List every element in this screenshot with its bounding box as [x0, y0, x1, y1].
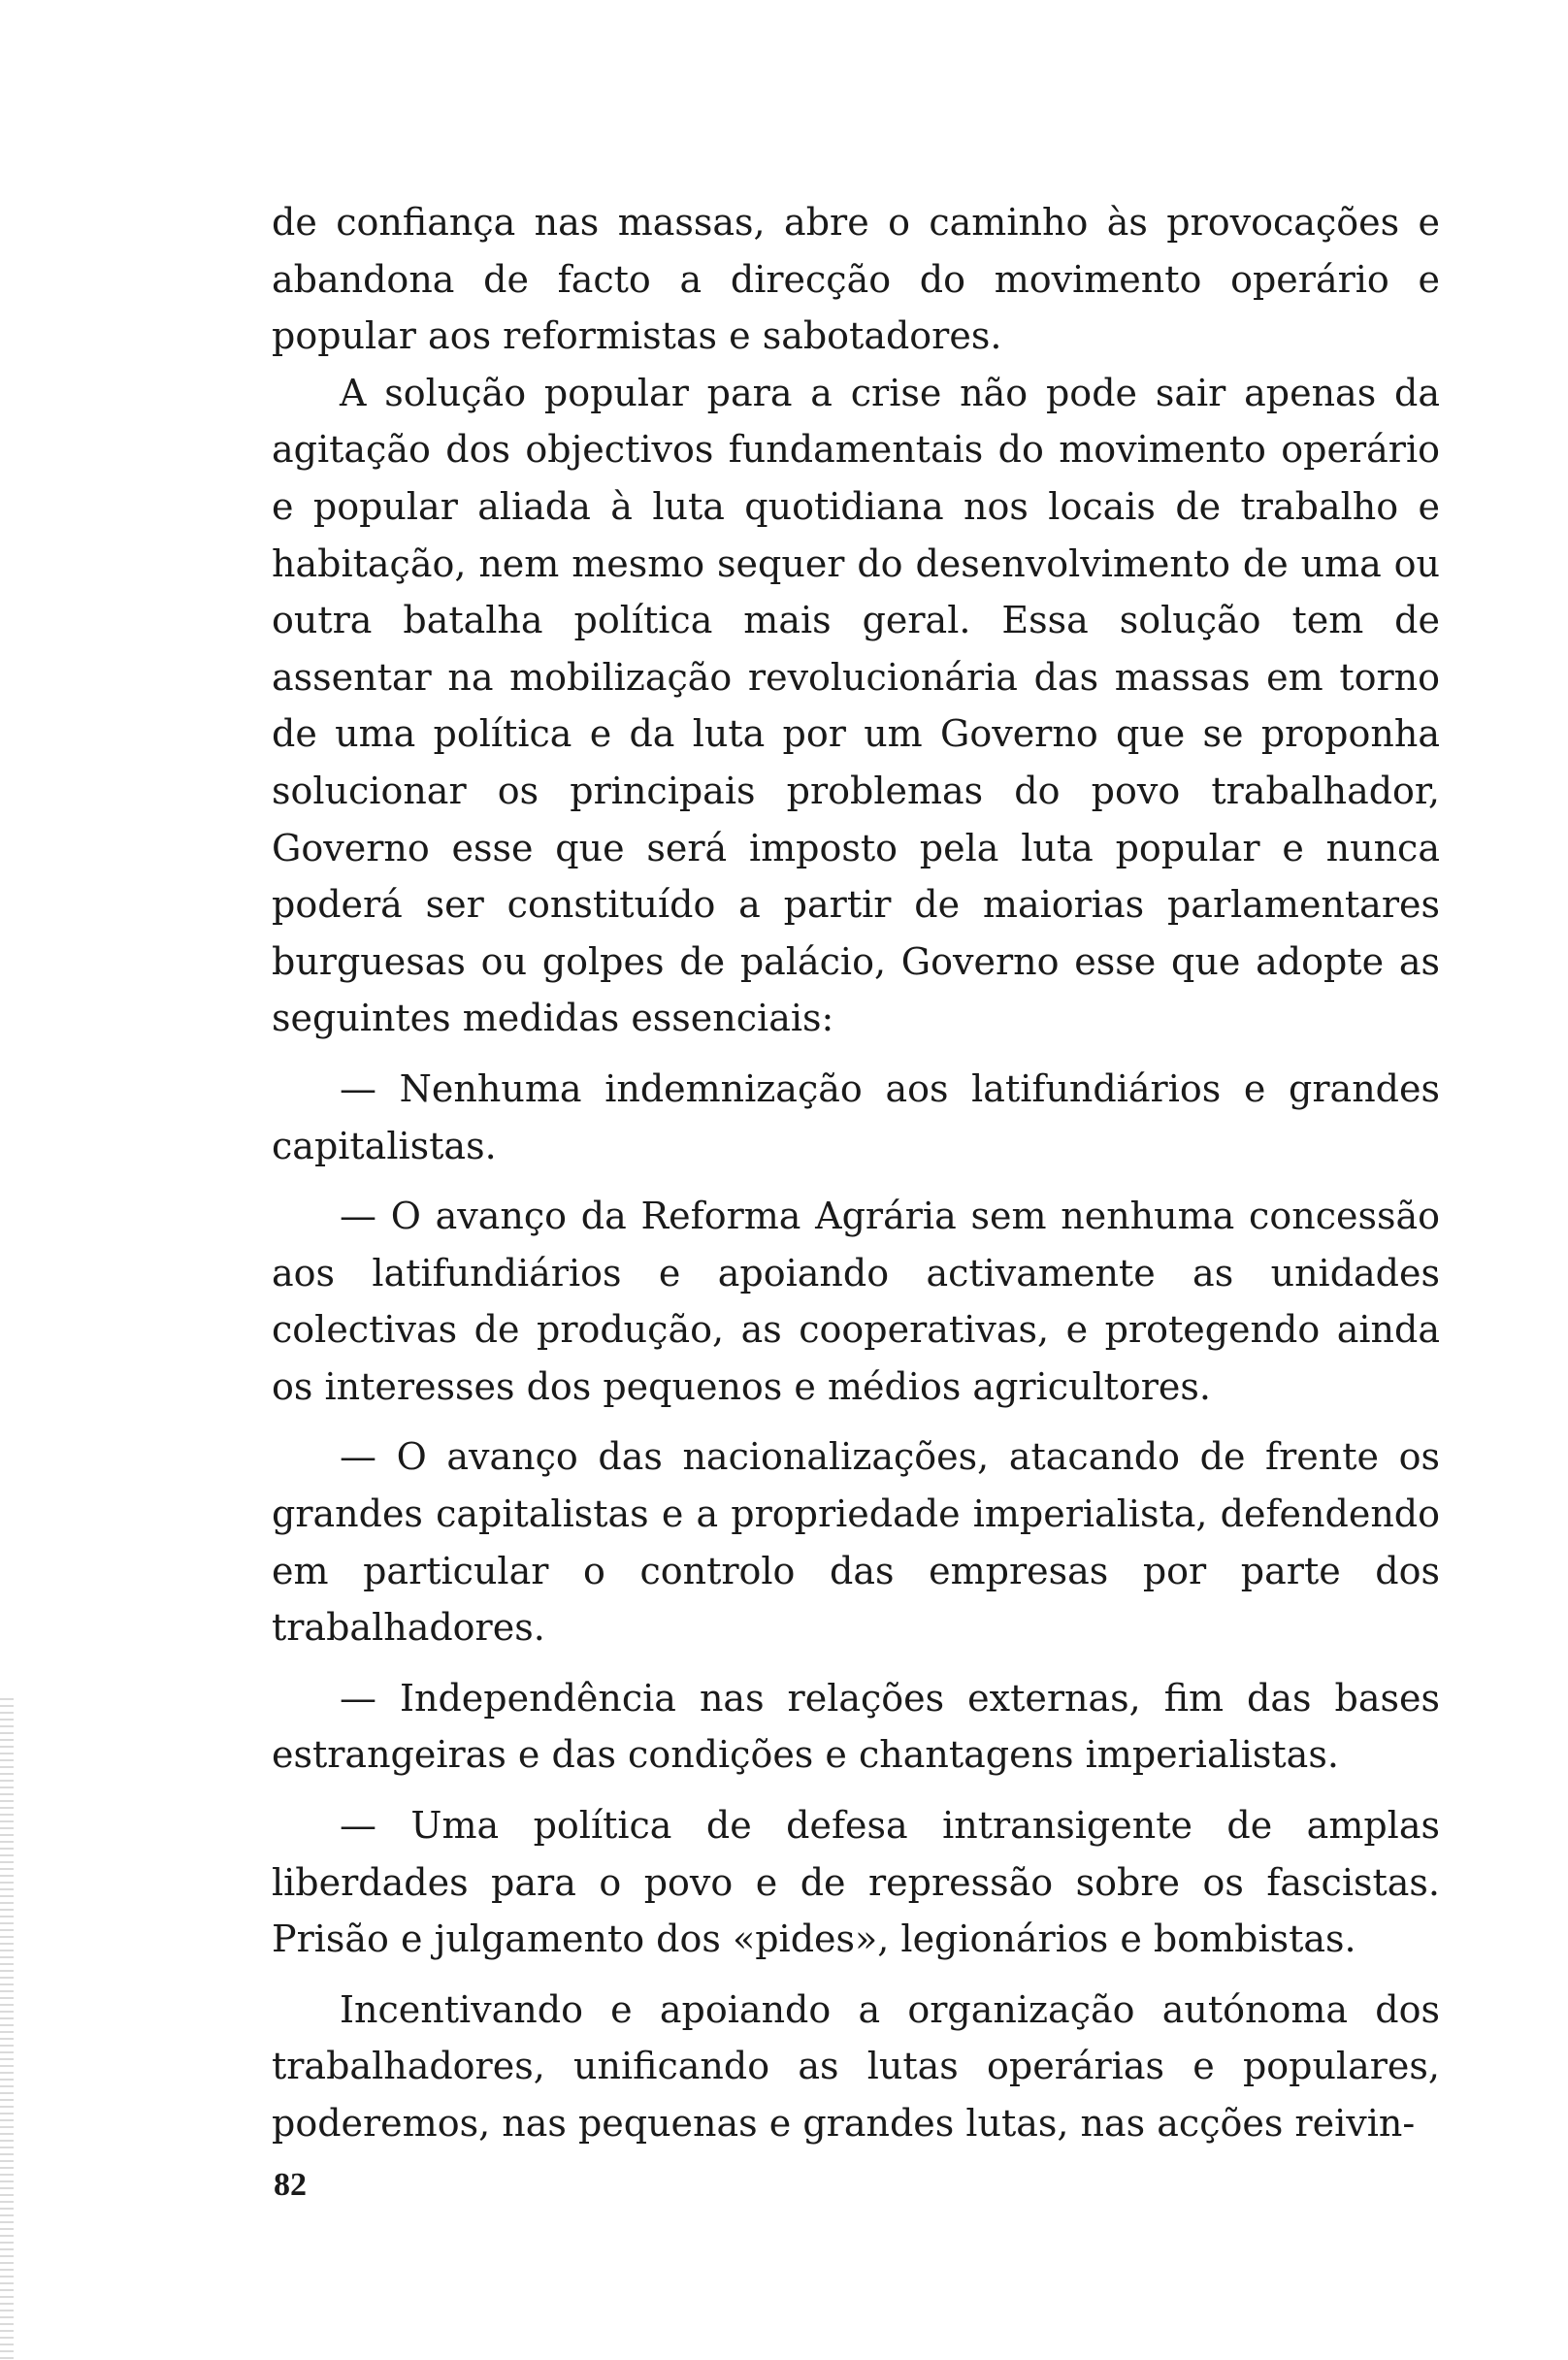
measure-item-liberties: — Uma política de defesa intransigente de amplas liberdades para o povo e de repressão sobre os fascistas. Prisão e julgamento dos «pides», legionários e bombistas. — [272, 1804, 1440, 1961]
measure-item-no-indemnization: — Nenhuma indemnização aos latifundiários e grandes capitalistas. — [272, 1066, 1440, 1167]
paragraph-closing: Incentivando e apoiando a organização autónoma dos trabalhadores, unificando as lutas operárias e populares, poderemos, nas pequenas e grandes lutas, nas acções reivin- — [272, 1987, 1440, 2145]
measure-item-nationalizations: — O avanço das nacionalizações, atacando de frente os grandes capitalistas e a propriedade imperialista, defendendo em particular o controlo das empresas por parte dos trabalhadores. — [272, 1435, 1440, 1650]
paragraph-popular-solution: A solução popular para a crise não pode sair apenas da agitação dos objectivos fundamentais do movimento operário e popular aliada à luta quotidiana nos locais de trabalho e habitação, nem mesmo sequer do desenvolvimento de uma ou outra batalha política mais geral. Essa solução tem de assentar na mobilização revolucionária das massas em torno de uma política e da luta por um Governo que se proponha solucionar os principais problemas do povo trabalhador, Governo esse que será imposto pela luta popular e nunca poderá ser constituído a partir de maiorias parlamentares burguesas ou golpes de palácio, Governo esse que adopte as seguintes medidas essenciais: — [272, 371, 1440, 1040]
measure-item-agrarian-reform: — O avanço da Reforma Agrária sem nenhuma concessão aos latifundiários e apoiando activamente as unidades colectivas de produção, as cooperativas, e protegendo ainda os interesses dos pequenos e médios agricultores. — [272, 1195, 1440, 1408]
scan-edge-artifact — [0, 1698, 14, 2360]
page-number: 82 — [274, 2167, 307, 2203]
body-text — [272, 194, 1440, 2152]
paragraph-continuation: de confiança nas massas, abre o caminho às provocações e abandona de facto a direcção do movimento operário e popular aos reformistas e sabotadores. — [272, 201, 1440, 358]
measure-item-independence: — Independência nas relações externas, fim das bases estrangeiras e das condições e chantagens imperialistas. — [272, 1676, 1440, 1777]
